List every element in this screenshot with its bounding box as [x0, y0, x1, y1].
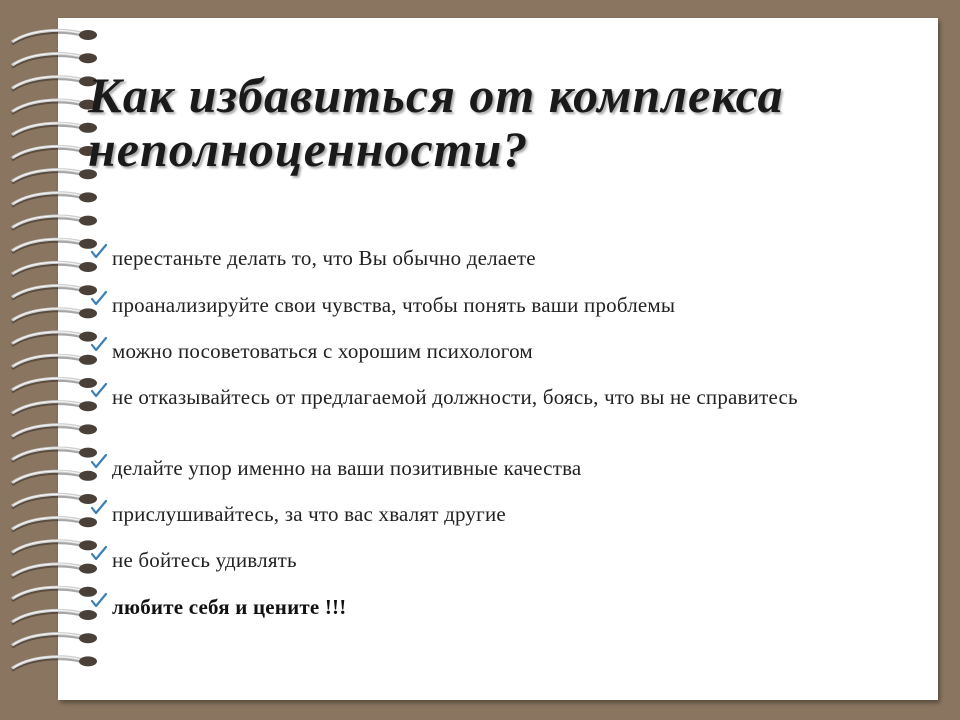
list-item — [90, 455, 840, 481]
spiral-ring-icon — [12, 332, 97, 346]
checkmark-icon — [90, 545, 108, 563]
spiral-ring-icon — [12, 30, 97, 44]
list-item — [90, 292, 840, 318]
spiral-ring-icon — [12, 401, 97, 415]
list-item-text: любите себя и цените !!! — [112, 595, 347, 619]
spiral-ring-icon — [12, 76, 97, 90]
spiral-ring-icon — [12, 564, 97, 578]
spiral-ring-icon — [12, 448, 97, 462]
list-item — [90, 245, 840, 271]
list-item — [90, 594, 840, 620]
spiral-ring-icon — [12, 424, 97, 438]
spiral-ring-icon — [12, 100, 97, 114]
checkmark-icon — [90, 336, 108, 354]
spiral-ring-icon — [12, 517, 97, 531]
list-item-text: не бойтесь удивлять — [112, 548, 297, 572]
spiral-ring-icon — [12, 494, 97, 508]
checkmark-icon — [90, 243, 108, 261]
list-item-text: прислушивайтесь, за что вас хвалят другие — [112, 502, 506, 526]
list-item — [90, 547, 840, 573]
list-item-text: делайте упор именно на ваши позитивные качества — [112, 456, 582, 480]
spiral-ring-icon — [12, 540, 97, 554]
list-item — [90, 338, 840, 364]
checkmark-icon — [90, 290, 108, 308]
list-item-text: перестаньте делать то, что Вы обычно делаете — [112, 246, 536, 270]
list-item-text: не отказывайтесь от предлагаемой должности, боясь, что вы не справитесь — [112, 385, 798, 409]
spiral-ring-icon — [12, 378, 97, 392]
spiral-ring-icon — [12, 169, 97, 183]
checkmark-icon — [90, 382, 108, 400]
checkmark-icon — [90, 499, 108, 517]
checkmark-icon — [90, 592, 108, 610]
spiral-ring-icon — [12, 216, 97, 230]
list-item — [90, 501, 840, 527]
list-item-text: проанализируйте свои чувства, чтобы понять ваши проблемы — [112, 293, 676, 317]
spiral-ring-icon — [12, 123, 97, 137]
spiral-ring-icon — [12, 355, 97, 369]
spiral-ring-icon — [12, 192, 97, 206]
spiral-ring-icon — [12, 285, 97, 299]
list-item — [90, 384, 840, 410]
spiral-ring-icon — [12, 146, 97, 160]
list-item-text: можно посоветоваться с хорошим психологом — [112, 339, 533, 363]
spiral-ring-icon — [12, 239, 97, 253]
spiral-ring-icon — [12, 587, 97, 601]
checkmark-icon — [90, 453, 108, 471]
spiral-ring-icon — [12, 262, 97, 276]
spiral-ring-icon — [12, 471, 97, 485]
spiral-ring-icon — [12, 308, 97, 322]
spiral-ring-icon — [12, 656, 97, 670]
spiral-ring-icon — [12, 633, 97, 647]
slide-title: Как избавиться от комплекса неполноценности? — [88, 67, 784, 177]
spiral-ring-icon — [12, 53, 97, 67]
spiral-ring-icon — [12, 610, 97, 624]
